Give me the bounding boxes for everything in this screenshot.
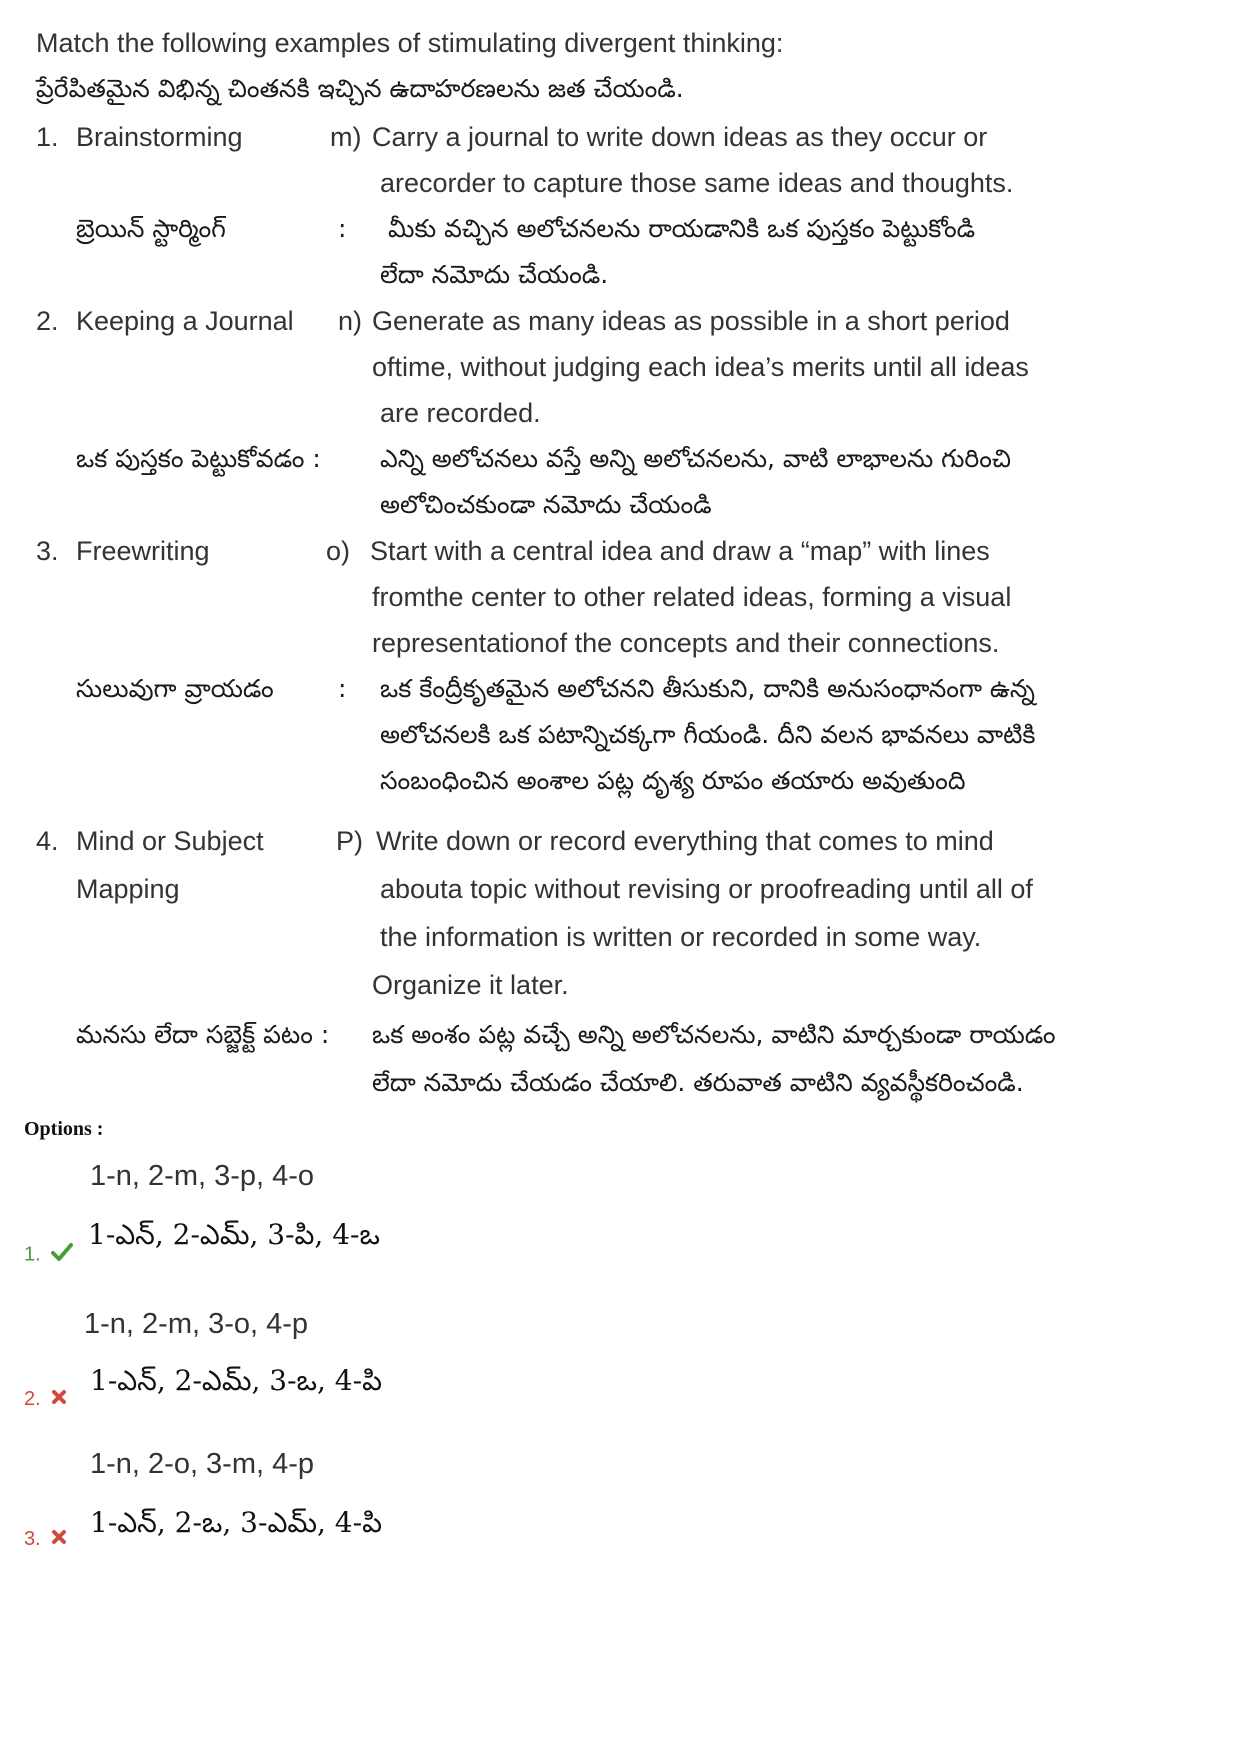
item-colon: : (338, 214, 347, 243)
item-def-te-line: మీకు వచ్చిన అలోచనలను రాయడానికి ఒక పుస్తకం పెట్టుకోండి (388, 214, 976, 243)
item-def-te-line: ఒక అంశం పట్ల వచ్చే అన్ని అలోచనలను, వాటిని మార్చకుండా రాయడం (372, 1020, 1056, 1049)
option-number: 2. (24, 1388, 67, 1411)
question-title-te: ప్రేరేపితమైన విభిన్న చింతనకి ఇచ్చిన ఉదాహరణలను జత చేయండి. (36, 74, 684, 103)
item-def-en-line: oftime, without judging each idea’s merits until all ideas (372, 352, 1029, 382)
item-def-letter: o) (326, 536, 351, 566)
option-text-te: 1-ఎన్, 2-ఎమ్, 3-ఒ, 4-పి (90, 1364, 382, 1397)
item-term-te: ఒక పుస్తకం పెట్టుకోవడం : (76, 444, 321, 473)
item-term-en-line: Mapping (76, 874, 180, 904)
item-def-te-line: లేదా నమోదు చేయండి. (380, 260, 609, 289)
item-def-en-line: Generate as many ideas as possible in a short period (372, 306, 1010, 336)
item-term-te: మనసు లేదా సబ్జెక్ట్ పటం : (76, 1020, 330, 1049)
item-def-en-line: the information is written or recorded in some way. (380, 922, 982, 952)
item-term-te: బ్రెయిన్ స్టార్మింగ్ (76, 214, 226, 243)
option-text-te: 1-ఎన్, 2-ఒ, 3-ఎమ్, 4-పి (90, 1506, 382, 1539)
item-term-te: సులువుగా వ్రాయడం (76, 674, 274, 703)
item-def-en-line: abouta topic without revising or proofreading until all of (380, 874, 1033, 904)
cross-icon (51, 1388, 67, 1411)
options-label: Options : (24, 1118, 104, 1140)
item-def-en-line: Start with a central idea and draw a “map” with lines (370, 536, 990, 566)
item-def-te-line: అలోచనలకి ఒక పటాన్నిచక్కగా గీయండి. దీని వలన భావనలు వాటికి (380, 720, 1036, 749)
item-number: 1. (36, 122, 59, 152)
item-def-en-line: fromthe center to other related ideas, forming a visual (372, 582, 1012, 612)
item-def-te-line: ఒక కేంద్రీకృతమైన అలోచనని తీసుకుని, దానికి అనుసంధానంగా ఉన్న (380, 674, 1035, 703)
item-def-letter: n) (338, 306, 363, 336)
item-def-letter: P) (336, 826, 363, 856)
option-text-en: 1-n, 2-m, 3-p, 4-o (90, 1160, 315, 1192)
item-def-en-line: Carry a journal to write down ideas as they occur or (372, 122, 988, 152)
item-def-en-line: Organize it later. (372, 970, 569, 1000)
item-term-en: Freewriting (76, 536, 210, 566)
option-text-en: 1-n, 2-m, 3-o, 4-p (84, 1308, 309, 1340)
item-colon: : (338, 674, 347, 703)
item-term-en: Brainstorming (76, 122, 243, 152)
question-title-en: Match the following examples of stimulating divergent thinking: (36, 28, 784, 58)
item-def-letter: m) (330, 122, 362, 152)
item-def-en-line: are recorded. (380, 398, 541, 428)
item-def-en-line: arecorder to capture those same ideas and thoughts. (380, 168, 1014, 198)
option-text-en: 1-n, 2-o, 3-m, 4-p (90, 1448, 315, 1480)
option-text-te: 1-ఎన్, 2-ఎమ్, 3-పి, 4-ఒ (88, 1218, 380, 1251)
item-number: 3. (36, 536, 59, 566)
cross-icon (51, 1528, 67, 1551)
item-term-en-line: Mind or Subject (76, 826, 264, 856)
item-def-en-line: Write down or record everything that comes to mind (376, 826, 994, 856)
item-term-en: Keeping a Journal (76, 306, 294, 336)
item-def-te-line: సంబంధించిన అంశాల పట్ల దృశ్య రూపం తయారు అవుతుంది (380, 766, 966, 795)
item-number: 4. (36, 826, 59, 856)
item-def-te-line: ఎన్ని అలోచనలు వస్తే అన్ని అలోచనలను, వాటి లాభాలను గురించి (380, 444, 1012, 473)
check-icon (51, 1242, 73, 1268)
option-number: 3. (24, 1528, 67, 1551)
item-def-en-line: representationof the concepts and their connections. (372, 628, 1000, 658)
item-def-te-line: అలోచించకుండా నమోదు చేయండి (380, 490, 712, 519)
item-def-te-line: లేదా నమోదు చేయడం చేయాలి. తరువాత వాటిని వ్యవస్థీకరించండి. (372, 1068, 1024, 1097)
item-number: 2. (36, 306, 59, 336)
option-number: 1. (24, 1242, 73, 1268)
